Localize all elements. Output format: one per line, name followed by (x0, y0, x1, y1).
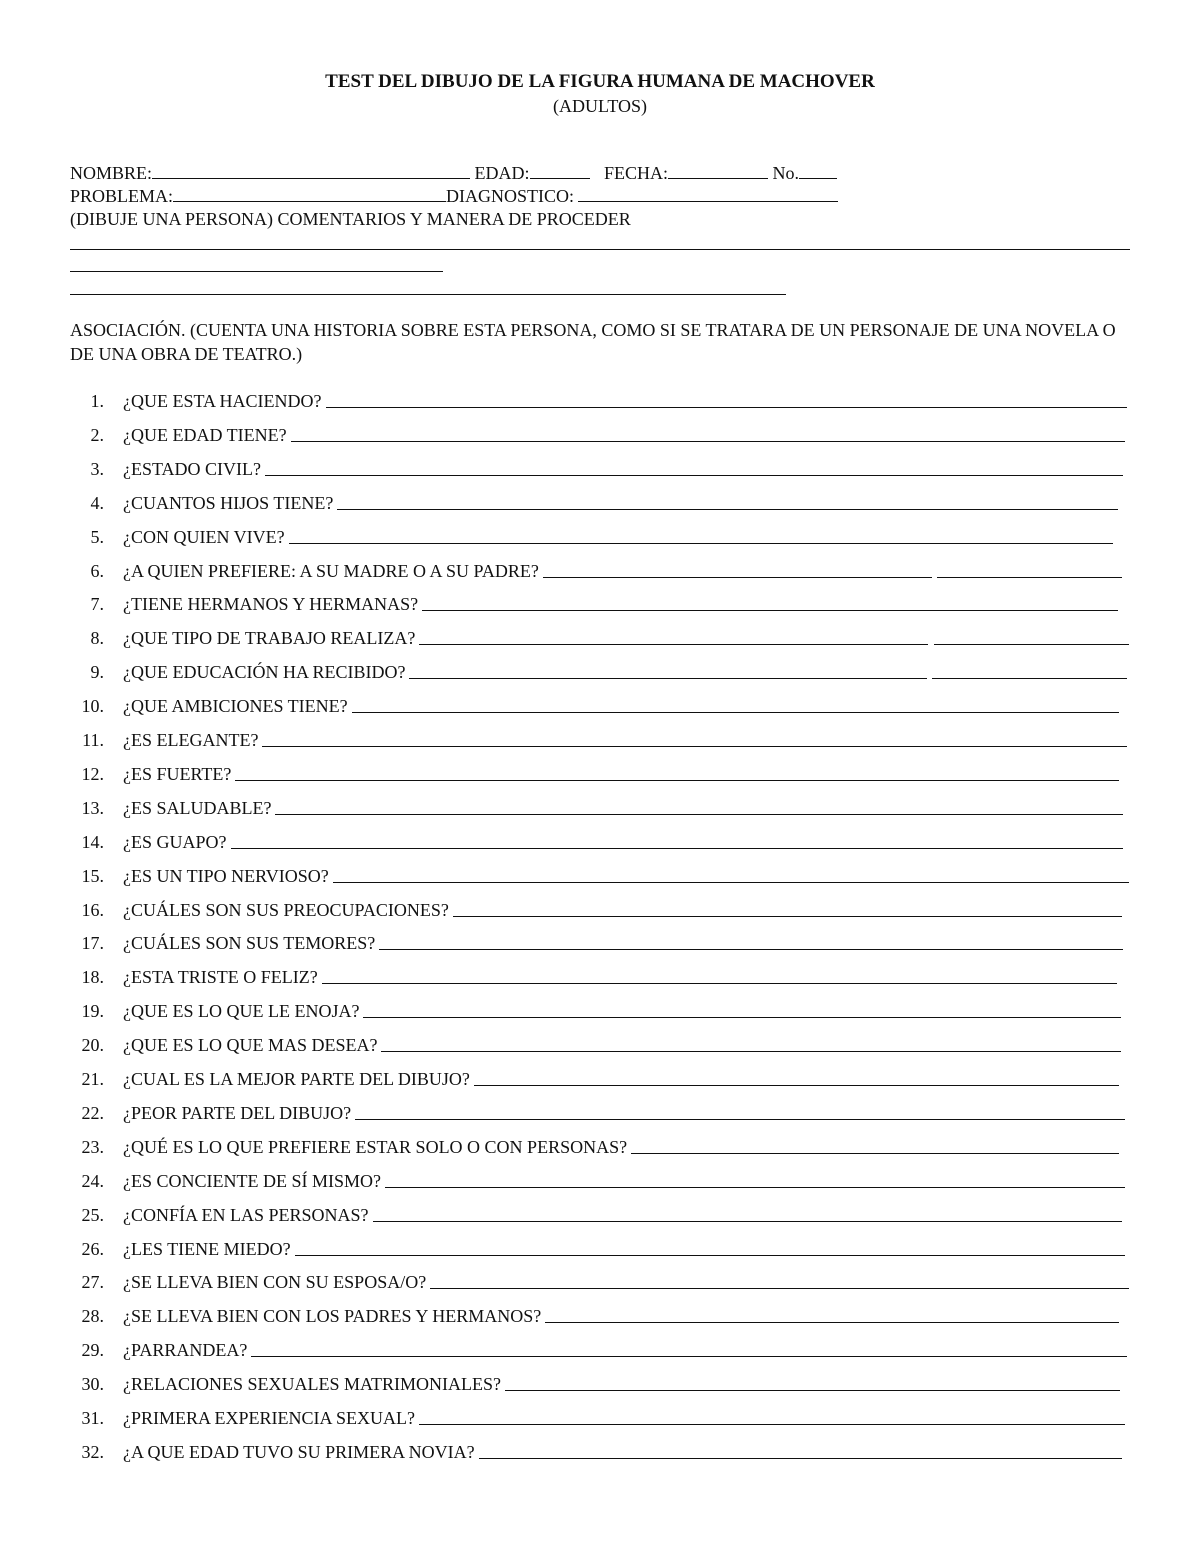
document-subtitle: (ADULTOS) (552, 96, 647, 116)
question-text: ¿CUAL ES LA MEJOR PARTE DEL DIBUJO? (123, 1069, 470, 1089)
answer-line[interactable] (231, 848, 1124, 849)
question-number: 29. (81, 1340, 104, 1361)
question-text: ¿CON QUIEN VIVE? (123, 526, 285, 547)
question-row (0, 1373, 1200, 1397)
question-text: ¿ES FUERTE? (123, 763, 232, 784)
answer-line-extra[interactable] (932, 678, 1127, 679)
question-text: ¿PRIMERA EXPERIENCIA SEXUAL? (123, 1408, 415, 1428)
question-number: 1. (90, 391, 104, 411)
question-number: 22. (81, 1102, 104, 1123)
answer-line[interactable] (235, 780, 1119, 781)
answer-line[interactable] (373, 1221, 1122, 1222)
question-row (0, 1238, 1200, 1262)
question-number: 16. (81, 899, 104, 920)
question-number: 25. (81, 1204, 104, 1225)
question-row (0, 593, 1200, 617)
question-text: ¿PARRANDEA? (123, 1340, 248, 1361)
edad-label: EDAD: (474, 163, 530, 183)
diagnostico-field[interactable] (578, 185, 838, 202)
instruccion-text: (DIBUJE UNA PERSONA) COMENTARIOS Y MANERA DE PROCEDER (70, 209, 631, 229)
answer-line[interactable] (275, 814, 1123, 815)
asociacion-instructions: ASOCIACIÓN. (CUENTA UNA HISTORIA SOBRE ESTA PERSONA, COMO SI SE TRATARA DE UN PERSONAJE DE UNA NOVELA O DE UNA OBRA DE TEATRO.) (70, 320, 1116, 364)
answer-line[interactable] (453, 916, 1122, 917)
question-text: ¿ES GUAPO? (123, 831, 227, 852)
problema-label: PROBLEMA: (70, 186, 174, 206)
question-number: 18. (81, 967, 104, 988)
question-text: ¿SE LLEVA BIEN CON SU ESPOSA/O? (123, 1272, 427, 1293)
question-number: 30. (81, 1374, 104, 1395)
answer-line[interactable] (326, 407, 1127, 408)
question-row (0, 560, 1200, 584)
question-text: ¿QUE ES LO QUE MAS DESEA? (123, 1035, 378, 1056)
fecha-label: FECHA: (604, 163, 669, 183)
question-text: ¿QUE EDUCACIÓN HA RECIBIDO? (123, 662, 406, 683)
question-number: 7. (90, 594, 104, 615)
answer-line[interactable] (352, 712, 1119, 713)
answer-line-extra[interactable] (937, 577, 1122, 578)
question-number: 6. (90, 560, 104, 581)
question-text: ¿CUÁLES SON SUS PREOCUPACIONES? (123, 899, 449, 920)
question-row (0, 797, 1200, 821)
question-number: 15. (81, 865, 104, 886)
answer-line[interactable] (381, 1051, 1121, 1052)
numero-field[interactable] (799, 162, 837, 179)
answer-line[interactable] (479, 1458, 1122, 1459)
question-number: 19. (81, 1001, 104, 1022)
question-row (0, 763, 1200, 787)
question-text: ¿QUÉ ES LO QUE PREFIERE ESTAR SOLO O CON PERSONAS? (123, 1136, 628, 1157)
answer-line-extra[interactable] (934, 644, 1129, 645)
question-row (0, 1204, 1200, 1228)
question-number: 26. (81, 1238, 104, 1259)
answer-line[interactable] (265, 475, 1123, 476)
question-text: ¿CUÁLES SON SUS TEMORES? (123, 933, 376, 954)
question-row (0, 966, 1200, 990)
question-number: 5. (90, 526, 104, 547)
question-number: 9. (90, 662, 104, 683)
question-row (0, 1136, 1200, 1160)
question-number: 28. (81, 1306, 104, 1327)
question-number: 20. (81, 1035, 104, 1056)
question-text: ¿QUE ESTA HACIENDO? (123, 391, 322, 411)
answer-line[interactable] (631, 1153, 1119, 1154)
question-number: 31. (81, 1408, 104, 1428)
comentarios-line-1[interactable] (70, 249, 1130, 250)
question-number: 2. (90, 424, 104, 445)
question-row (0, 390, 1200, 414)
answer-line[interactable] (419, 1424, 1125, 1425)
answer-line[interactable] (363, 1017, 1121, 1018)
question-row (0, 627, 1200, 651)
question-text: ¿A QUE EDAD TUVO SU PRIMERA NOVIA? (123, 1441, 475, 1462)
question-row (0, 526, 1200, 550)
question-number: 17. (81, 933, 104, 954)
question-text: ¿ESTADO CIVIL? (123, 458, 262, 479)
question-row (0, 661, 1200, 685)
fecha-field[interactable] (668, 162, 768, 179)
answer-line[interactable] (291, 441, 1125, 442)
question-text: ¿RELACIONES SEXUALES MATRIMONIALES? (123, 1374, 501, 1395)
answer-line[interactable] (545, 1322, 1119, 1323)
question-text: ¿A QUIEN PREFIERE: A SU MADRE O A SU PADRE? (123, 560, 539, 581)
question-number: 12. (81, 763, 104, 784)
question-row (0, 1271, 1200, 1295)
diagnostico-label: DIAGNOSTICO: (446, 186, 575, 206)
answer-line[interactable] (251, 1356, 1127, 1357)
comentarios-line-2[interactable] (70, 271, 443, 272)
nombre-row (70, 162, 837, 184)
question-number: 11. (82, 730, 104, 750)
question-row (0, 899, 1200, 923)
question-row (0, 458, 1200, 482)
question-number: 4. (90, 492, 104, 513)
question-row (0, 1000, 1200, 1024)
answer-line[interactable] (355, 1119, 1125, 1120)
answer-line[interactable] (262, 746, 1127, 747)
question-number: 27. (81, 1272, 104, 1293)
question-text: ¿ES CONCIENTE DE SÍ MISMO? (123, 1170, 381, 1191)
answer-line[interactable] (422, 610, 1118, 611)
question-number: 23. (81, 1136, 104, 1157)
question-row (0, 1407, 1200, 1431)
question-number: 10. (81, 696, 104, 717)
problema-row (70, 185, 838, 207)
answer-line[interactable] (379, 949, 1123, 950)
answer-line[interactable] (333, 882, 1129, 883)
question-row (0, 1305, 1200, 1329)
answer-line[interactable] (474, 1085, 1119, 1086)
question-row (0, 1034, 1200, 1058)
question-text: ¿QUE AMBICIONES TIENE? (123, 696, 348, 717)
question-number: 32. (81, 1441, 104, 1462)
answer-line[interactable] (409, 678, 927, 679)
document-title: TEST DEL DIBUJO DE LA FIGURA HUMANA DE MACHOVER (325, 71, 875, 92)
question-row (0, 865, 1200, 889)
question-text: ¿ES SALUDABLE? (123, 797, 272, 818)
question-number: 21. (81, 1069, 104, 1089)
question-row (0, 695, 1200, 719)
question-row (0, 932, 1200, 956)
question-row (0, 1068, 1200, 1092)
answer-line[interactable] (322, 983, 1117, 984)
question-row (0, 492, 1200, 516)
question-text: ¿LES TIENE MIEDO? (123, 1238, 291, 1259)
answer-line[interactable] (419, 644, 928, 645)
nombre-label: NOMBRE: (70, 163, 153, 183)
question-text: ¿ESTA TRISTE O FELIZ? (123, 967, 318, 988)
question-text: ¿ES UN TIPO NERVIOSO? (123, 865, 329, 886)
question-number: 8. (90, 628, 104, 649)
answer-line[interactable] (295, 1255, 1125, 1256)
answer-line[interactable] (430, 1288, 1129, 1289)
question-text: ¿QUE ES LO QUE LE ENOJA? (123, 1001, 360, 1022)
question-number: 13. (81, 797, 104, 818)
question-row (0, 831, 1200, 855)
question-text: ¿TIENE HERMANOS Y HERMANAS? (123, 594, 419, 615)
question-row (0, 424, 1200, 448)
answer-line[interactable] (385, 1187, 1125, 1188)
question-number: 14. (81, 831, 104, 852)
question-text: ¿CONFÍA EN LAS PERSONAS? (123, 1204, 369, 1225)
question-text: ¿ES ELEGANTE? (123, 730, 259, 750)
answer-line[interactable] (337, 509, 1118, 510)
edad-field[interactable] (530, 162, 590, 179)
comentarios-line-3[interactable] (70, 294, 786, 295)
question-row (0, 729, 1200, 753)
answer-line[interactable] (505, 1390, 1120, 1391)
answer-line[interactable] (289, 543, 1113, 544)
question-row (0, 1102, 1200, 1126)
question-text: ¿QUE EDAD TIENE? (123, 424, 287, 445)
question-text: ¿QUE TIPO DE TRABAJO REALIZA? (123, 628, 416, 649)
question-row (0, 1339, 1200, 1363)
question-number: 3. (90, 458, 104, 479)
question-number: 24. (81, 1170, 104, 1191)
numero-label: No. (772, 163, 800, 183)
question-text: ¿CUANTOS HIJOS TIENE? (123, 492, 334, 513)
nombre-field[interactable] (152, 162, 470, 179)
question-row (0, 1441, 1200, 1465)
question-text: ¿PEOR PARTE DEL DIBUJO? (123, 1102, 352, 1123)
question-row (0, 1170, 1200, 1194)
question-text: ¿SE LLEVA BIEN CON LOS PADRES Y HERMANOS? (123, 1306, 542, 1327)
answer-line[interactable] (543, 577, 932, 578)
problema-field[interactable] (173, 185, 446, 202)
